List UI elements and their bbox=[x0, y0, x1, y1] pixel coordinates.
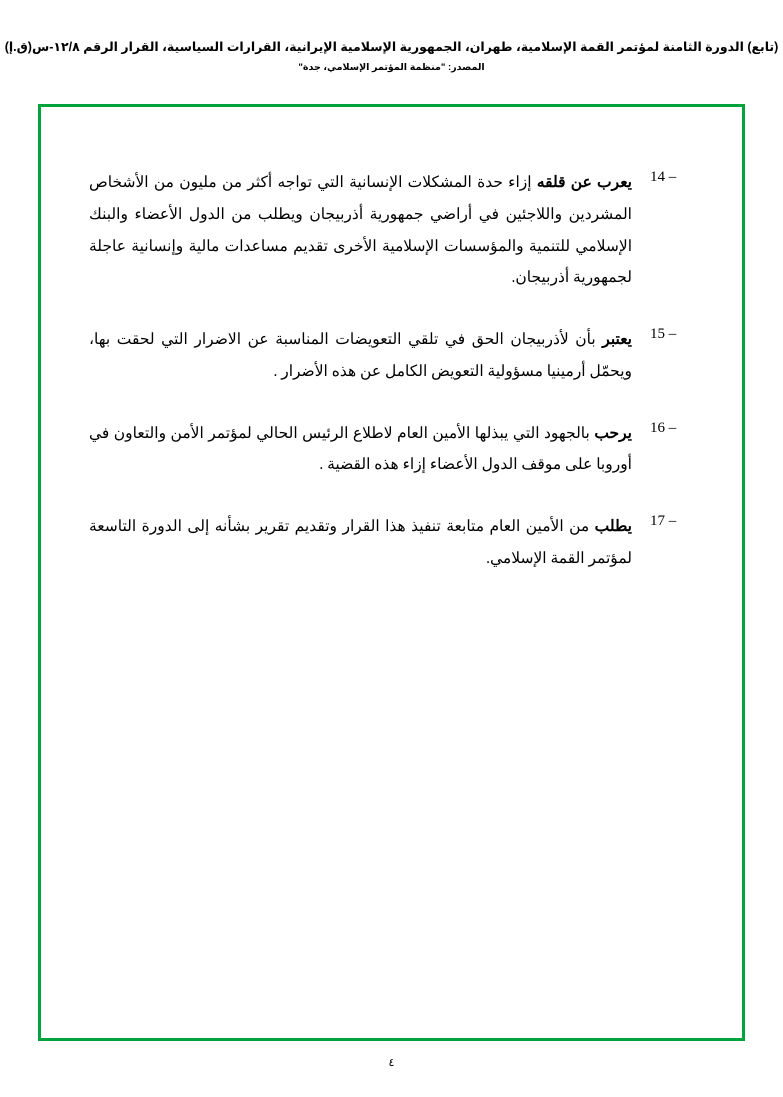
clause-number: 14 – bbox=[650, 169, 677, 185]
clause-item bbox=[81, 167, 702, 294]
clause-verb: يعرب عن قلقه bbox=[536, 174, 632, 191]
content-frame bbox=[38, 104, 745, 1041]
clause-text bbox=[81, 511, 644, 575]
clause-item bbox=[81, 418, 702, 482]
document-title: (تابع) الدورة الثامنة لمؤتمر القمة الإسلامية، طهران، الجمهورية الإسلامية الإيرانية، القرارات السياسية، القرار الرقم ١٢/٨-س(ق.إ) bbox=[4, 40, 779, 54]
clause-item bbox=[81, 324, 702, 388]
clause-text bbox=[81, 324, 644, 388]
clause-verb: يطلب bbox=[594, 518, 632, 536]
clause-content: بالجهود التي يبذلها الأمين العام لاطلاع الرئيس الحالي لمؤتمر الأمن والتعاون في أوروبا على موقف الدول الأعضاء إزاء هذه القضية . bbox=[89, 424, 632, 474]
clause-item bbox=[81, 511, 702, 575]
clause-text bbox=[81, 418, 644, 482]
clause-number: 17 – bbox=[650, 513, 677, 530]
clause-verb: يرحب bbox=[594, 424, 632, 442]
clause-verb: يعتبر bbox=[602, 331, 632, 349]
clause-content: بأن لأذربيجان الحق في تلقي التعويضات المناسبة عن الاضرار التي لحقت بها، ويحمّل أرمينيا مسؤولية التعويض الكامل عن هذه الأضرار . bbox=[89, 331, 632, 380]
clause-content: من الأمين العام متابعة تنفيذ هذا القرار وتقديم تقرير بشأنه إلى الدورة التاسعة لمؤتمر القمة الإسلامي. bbox=[89, 518, 632, 567]
clause-number: 15 – bbox=[650, 326, 677, 343]
clause-text bbox=[81, 167, 644, 294]
clause-number: 16 – bbox=[650, 419, 677, 436]
page-number: ٤ bbox=[388, 1057, 395, 1069]
clause-content: إزاء حدة المشكلات الإنسانية التي تواجه أكثر من مليون من الأشخاص المشردين واللاجئين في أراضي جمهورية أذربيجان ويطلب من الدول الأعضاء والبنك الإسلامي للتنمية والمؤسسات الإسلامية الأخرى تقديم مساعدات مالية وإنسانية عاجلة لجمهورية أذربيجان. bbox=[89, 174, 632, 287]
clause-list bbox=[81, 167, 702, 605]
document-header bbox=[0, 38, 783, 73]
document-source: المصدر: "منظمة المؤتمر الإسلامي، جدة" bbox=[298, 61, 485, 73]
